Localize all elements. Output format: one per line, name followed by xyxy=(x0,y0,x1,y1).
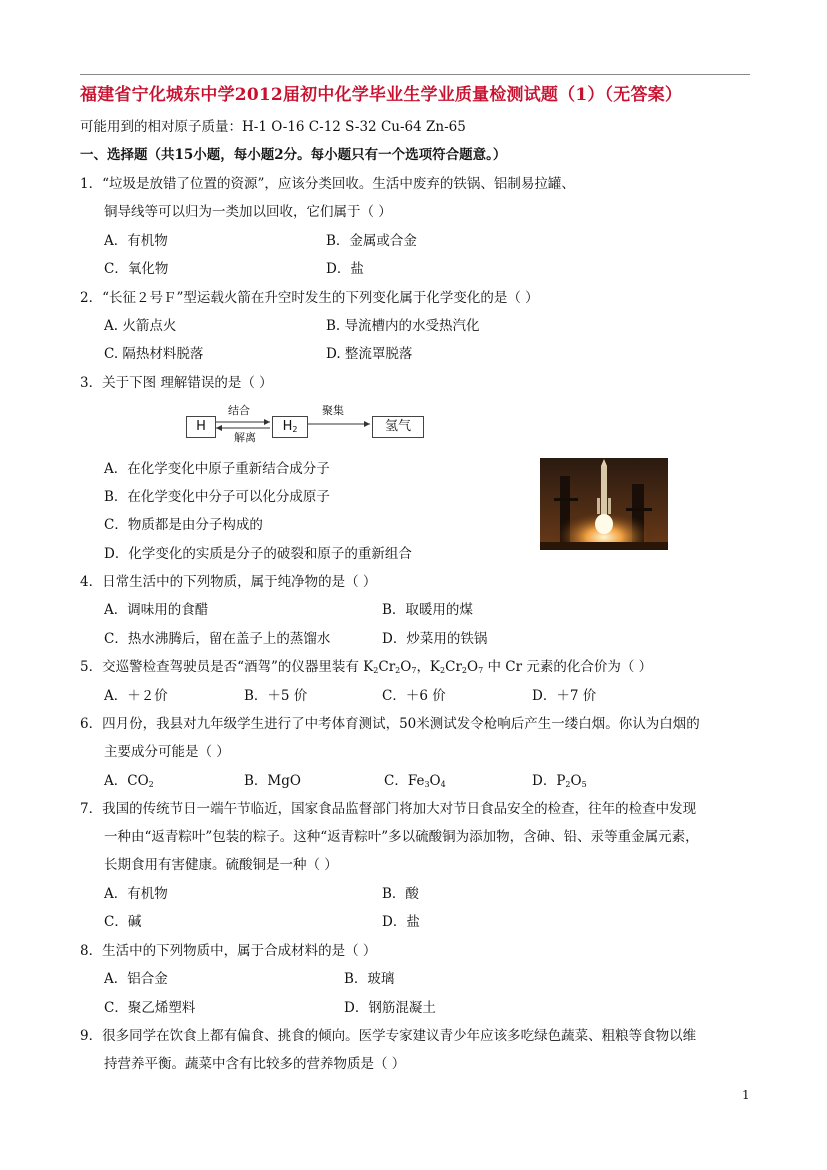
diagram-label-combine: 结合 xyxy=(228,404,250,417)
q3-option-d: D．化学变化的实质是分子的破裂和原子的重新组合 xyxy=(104,546,412,562)
diagram-label-aggregate: 聚集 xyxy=(322,404,344,417)
q7-option-a: A．有机物 xyxy=(104,886,168,902)
q9-stem-cont: 持营养平衡。蔬菜中含有比较多的营养物质是（ ） xyxy=(104,1056,406,1072)
q4-option-c: C．热水沸腾后，留在盖子上的蒸馏水 xyxy=(104,631,331,647)
rocket-launch-photo xyxy=(540,458,668,550)
q5-stem: 5．交巡警检查驾驶员是否“酒驾”的仪器里装有 $K_2Cr_2O_7$，$K_2Cr_2O_7$ 中 Cr 元素的化合价为（ ） xyxy=(80,659,653,675)
q8-option-b: B．玻璃 xyxy=(344,971,395,987)
diagram-box-h2: $H_2$ xyxy=(272,416,308,438)
q1-option-b: B．金属或合金 xyxy=(326,233,417,249)
q1-option-d: D．盐 xyxy=(326,261,364,277)
diagram-arrows xyxy=(186,404,426,440)
q5-option-a: A．＋２价 xyxy=(104,688,168,704)
q1-option-a: A．有机物 xyxy=(104,233,168,249)
q3-option-b: B．在化学变化中分子可以化分成原子 xyxy=(104,489,330,505)
q8-option-c: C．聚乙烯塑料 xyxy=(104,1000,196,1016)
q3-option-c: C．物质都是由分子构成的 xyxy=(104,517,263,533)
q5-option-c: C．＋6 价 xyxy=(382,688,446,704)
q7-stem-cont-1: 一种由“返青粽叶”包装的粽子。这种“返青粽叶”多以硫酸铜为添加物，含砷、铅、汞等重金属元素， xyxy=(104,829,699,845)
q5-option-d: D．＋7 价 xyxy=(532,688,597,704)
q2-option-a: A. 火箭点火 xyxy=(104,318,177,334)
page-number: 1 xyxy=(742,1088,750,1102)
q8-stem: 8．生活中的下列物质中，属于合成材料的是（ ） xyxy=(80,943,377,959)
q2-stem: 2．“长征２号Ｆ”型运载火箭在升空时发生的下列变化属于化学变化的是（ ） xyxy=(80,290,539,306)
q7-option-c: C．碱 xyxy=(104,914,142,930)
page-title: 福建省宁化城东中学2012届初中化学毕业生学业质量检测试题（1）（无答案） xyxy=(80,85,683,105)
diagram-box-hydrogen: 氢气 xyxy=(372,416,424,438)
q2-option-c: C. 隔热材料脱落 xyxy=(104,346,204,362)
q4-stem: 4．日常生活中的下列物质，属于纯净物的是（ ） xyxy=(80,574,377,590)
q6-option-c: C．$Fe_3O_4$ xyxy=(384,773,446,789)
q6-stem-cont: 主要成分可能是（ ） xyxy=(104,744,230,760)
diagram-box-h: H xyxy=(186,416,216,438)
q2-option-b: B. 导流槽内的水受热汽化 xyxy=(326,318,480,334)
q3-option-a: A．在化学变化中原子重新结合成分子 xyxy=(104,461,330,477)
diagram-label-dissociate: 解离 xyxy=(234,431,256,444)
section-heading: 一、选择题（共15小题，每小题2分。每小题只有一个选项符合题意。） xyxy=(80,147,507,163)
q1-stem-cont: 铜导线等可以归为一类加以回收，它们属于（ ） xyxy=(104,204,392,220)
atomic-masses: 可能用到的相对原子质量：H-1 O-16 C-12 S-32 Cu-64 Zn-65 xyxy=(80,119,466,135)
q8-option-a: A．铝合金 xyxy=(104,971,168,987)
q1-stem: 1．“垃圾是放错了位置的资源”，应该分类回收。生活中废弃的铁锅、铝制易拉罐、 xyxy=(80,176,575,192)
header-rule xyxy=(80,74,750,75)
atom-molecule-diagram xyxy=(186,404,426,444)
q4-option-b: B．取暖用的煤 xyxy=(382,602,473,618)
q6-option-d: D．$P_2O_5$ xyxy=(532,773,587,789)
q3-stem: 3．关于下图 理解错误的是（ ） xyxy=(80,375,273,391)
q6-option-b: B．MgO xyxy=(244,773,301,789)
q4-option-d: D．炒菜用的铁锅 xyxy=(382,631,488,647)
q8-option-d: D．钢筋混凝土 xyxy=(344,1000,436,1016)
q2-option-d: D. 整流罩脱落 xyxy=(326,346,413,362)
q7-stem: 7．我国的传统节日一端午节临近，国家食品监督部门将加大对节日食品安全的检查，往年的检查中发现 xyxy=(80,801,697,817)
q4-option-a: A．调味用的食醋 xyxy=(104,602,209,618)
q7-stem-cont-2: 长期食用有害健康。硫酸铜是一种（ ） xyxy=(104,857,338,873)
q6-stem: 6．四月份，我县对九年级学生进行了中考体育测试，50米测试发令枪响后产生一缕白烟。你认为白烟的 xyxy=(80,716,700,732)
q7-option-d: D．盐 xyxy=(382,914,420,930)
q9-stem: 9．很多同学在饮食上都有偏食、挑食的倾向。医学专家建议青少年应该多吃绿色蔬菜、粗粮等食物以维 xyxy=(80,1028,697,1044)
q5-option-b: B．＋5 价 xyxy=(244,688,308,704)
q6-option-a: A．$CO_2$ xyxy=(104,773,154,789)
q7-option-b: B．酸 xyxy=(382,886,419,902)
q1-option-c: C．氧化物 xyxy=(104,261,169,277)
